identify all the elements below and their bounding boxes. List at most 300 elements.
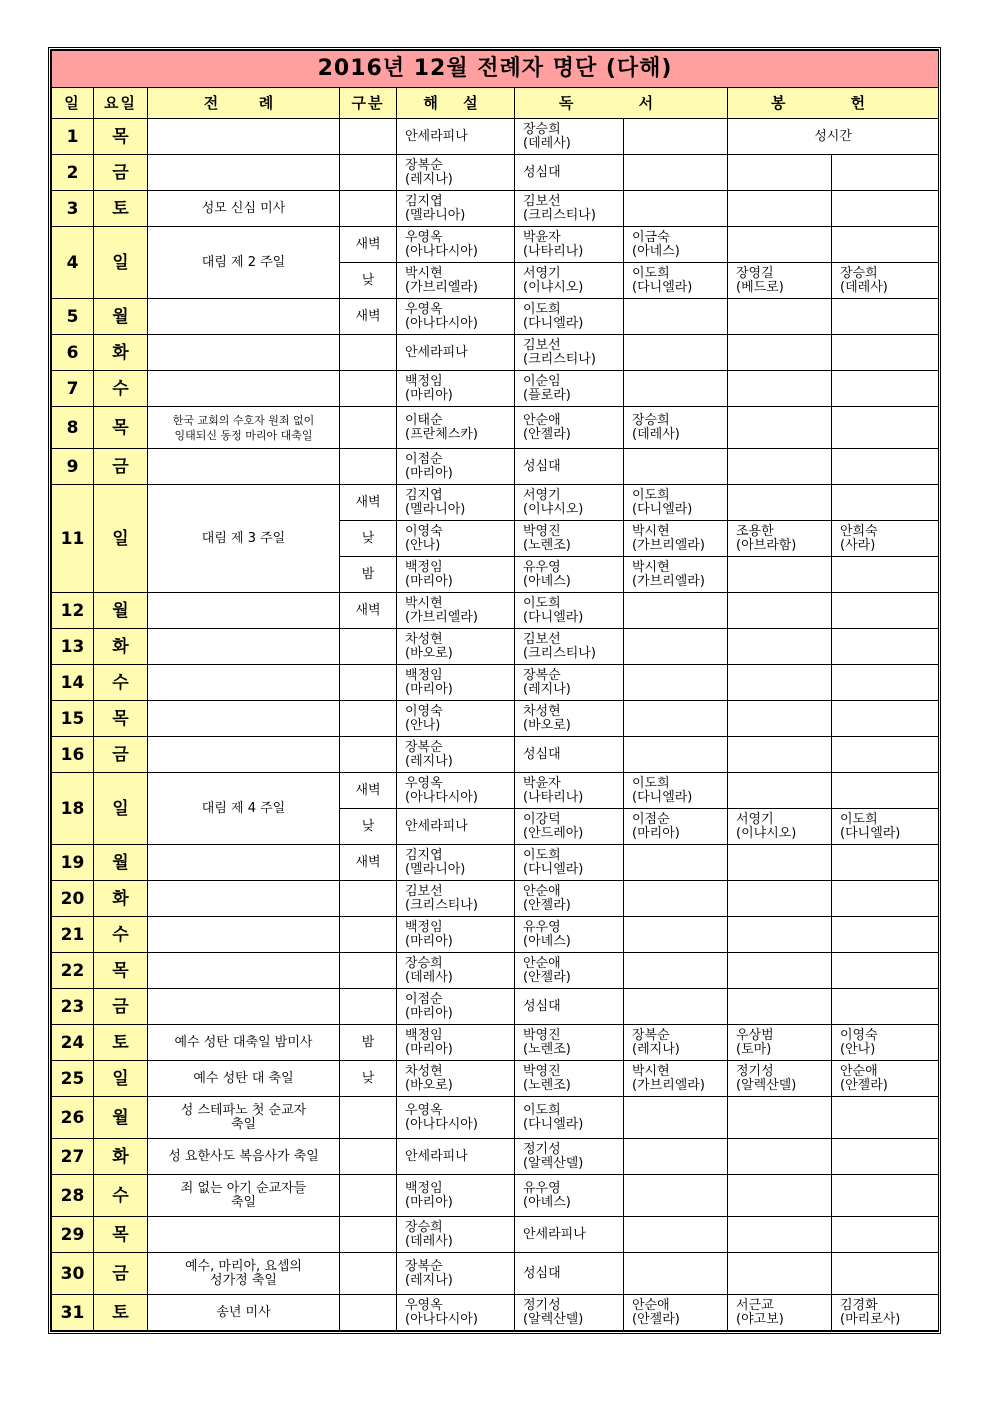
dow-cell: 금 xyxy=(94,1253,148,1295)
day-cell: 9 xyxy=(52,449,94,485)
offering-cell xyxy=(832,953,939,989)
commentary-cell: 김지엽 (멜라니아) xyxy=(397,191,515,227)
reading-cell: 안순애 (안젤라) xyxy=(515,407,624,449)
session-cell xyxy=(340,665,397,701)
offering-cell: 우상범 (토마) xyxy=(728,1025,832,1061)
commentary-cell: 김지엽 (멜라니아) xyxy=(397,485,515,521)
commentary-cell: 김보선 (크리스티나) xyxy=(397,881,515,917)
day-cell: 4 xyxy=(52,227,94,299)
table-row xyxy=(52,371,939,407)
liturgy-cell xyxy=(148,629,340,665)
reading-cell: 유우영 (아녜스) xyxy=(515,917,624,953)
dow-cell: 수 xyxy=(94,917,148,953)
commentary-cell: 이영숙 (안나) xyxy=(397,701,515,737)
liturgy-cell: 예수 성탄 대축일 밤미사 xyxy=(148,1025,340,1061)
offering-cell xyxy=(832,989,939,1025)
table-row xyxy=(52,665,939,701)
offering-cell xyxy=(728,593,832,629)
offering-cell xyxy=(832,665,939,701)
offering-cell xyxy=(832,449,939,485)
commentary-cell: 백정임 (마리아) xyxy=(397,1025,515,1061)
table-row xyxy=(52,1097,939,1139)
reading-cell: 정기성 (알렉산델) xyxy=(515,1139,624,1175)
liturgy-cell: 대림 제 4 주일 xyxy=(148,773,340,845)
offering-cell: 이영숙 (안나) xyxy=(832,1025,939,1061)
table-row xyxy=(52,1061,939,1097)
offering-cell xyxy=(832,557,939,593)
reading-cell: 성심대 xyxy=(515,449,624,485)
day-cell: 30 xyxy=(52,1253,94,1295)
offering-cell: 김경화 (마리로사) xyxy=(832,1295,939,1331)
commentary-cell: 박시현 (가브리엘라) xyxy=(397,263,515,299)
session-cell: 낮 xyxy=(340,809,397,845)
dow-cell: 금 xyxy=(94,989,148,1025)
reading-cell: 유우영 (아녜스) xyxy=(515,1175,624,1217)
dow-cell: 일 xyxy=(94,485,148,593)
dow-cell: 목 xyxy=(94,119,148,155)
day-cell: 27 xyxy=(52,1139,94,1175)
day-cell: 11 xyxy=(52,485,94,593)
reading-cell: 이금숙 (아네스) xyxy=(624,227,728,263)
offering-cell: 장영길 (베드로) xyxy=(728,263,832,299)
liturgy-cell xyxy=(148,701,340,737)
liturgy-cell xyxy=(148,155,340,191)
table-row xyxy=(52,485,939,521)
header-reading: 독 서 xyxy=(515,88,728,119)
session-cell: 새벽 xyxy=(340,299,397,335)
dow-cell: 일 xyxy=(94,1061,148,1097)
reading-cell: 안세라피나 xyxy=(515,1217,624,1253)
day-cell: 8 xyxy=(52,407,94,449)
reading-cell: 이점순 (마리아) xyxy=(624,809,728,845)
reading-cell xyxy=(624,665,728,701)
offering-cell xyxy=(728,665,832,701)
day-cell: 13 xyxy=(52,629,94,665)
day-cell: 1 xyxy=(52,119,94,155)
commentary-cell: 우영옥 (아나다시아) xyxy=(397,773,515,809)
liturgy-cell: 성 스테파노 첫 순교자 축일 xyxy=(148,1097,340,1139)
reading-cell xyxy=(624,1175,728,1217)
dow-cell: 월 xyxy=(94,1097,148,1139)
dow-cell: 월 xyxy=(94,845,148,881)
dow-cell: 토 xyxy=(94,1295,148,1331)
table-row xyxy=(52,299,939,335)
reading-cell: 박시현 (가브리엘라) xyxy=(624,521,728,557)
offering-cell xyxy=(728,917,832,953)
commentary-cell: 안세라피나 xyxy=(397,1139,515,1175)
offering-cell xyxy=(728,1097,832,1139)
liturgy-cell: 대림 제 3 주일 xyxy=(148,485,340,593)
offering-cell xyxy=(832,737,939,773)
offering-cell: 장승희 (데레사) xyxy=(832,263,939,299)
day-cell: 14 xyxy=(52,665,94,701)
table-row xyxy=(52,953,939,989)
reading-cell: 안순애 (안젤라) xyxy=(515,953,624,989)
commentary-cell: 장승희 (데레사) xyxy=(397,953,515,989)
reading-cell: 장승희 (데레사) xyxy=(624,407,728,449)
dow-cell: 토 xyxy=(94,1025,148,1061)
commentary-cell: 박시현 (가브리엘라) xyxy=(397,593,515,629)
commentary-cell: 백정임 (마리아) xyxy=(397,665,515,701)
reading-cell xyxy=(624,299,728,335)
offering-cell: 정기성 (알렉산델) xyxy=(728,1061,832,1097)
offering-cell xyxy=(832,845,939,881)
day-cell: 23 xyxy=(52,989,94,1025)
table-row xyxy=(52,1139,939,1175)
offering-cell xyxy=(728,449,832,485)
session-cell xyxy=(340,1097,397,1139)
offering-cell xyxy=(728,737,832,773)
offering-cell: 안순애 (안젤라) xyxy=(832,1061,939,1097)
reading-cell: 박영진 (노렌조) xyxy=(515,1025,624,1061)
liturgy-cell: 한국 교회의 수호자 원죄 없이 잉태되신 동정 마리아 대축일 xyxy=(148,407,340,449)
reading-cell xyxy=(624,335,728,371)
day-cell: 15 xyxy=(52,701,94,737)
commentary-cell: 이점순 (마리아) xyxy=(397,989,515,1025)
commentary-cell: 차성현 (바오로) xyxy=(397,629,515,665)
reading-cell: 박시현 (가브리엘라) xyxy=(624,557,728,593)
session-cell xyxy=(340,701,397,737)
offering-cell xyxy=(832,1253,939,1295)
liturgy-cell: 예수 성탄 대 축일 xyxy=(148,1061,340,1097)
offering-cell xyxy=(832,773,939,809)
commentary-cell: 이점순 (마리아) xyxy=(397,449,515,485)
reading-cell: 유우영 (아녜스) xyxy=(515,557,624,593)
dow-cell: 수 xyxy=(94,371,148,407)
liturgy-cell xyxy=(148,881,340,917)
offering-cell: 서영기 (이냐시오) xyxy=(728,809,832,845)
reading-cell xyxy=(624,191,728,227)
table-row xyxy=(52,1175,939,1217)
session-cell xyxy=(340,335,397,371)
offering-cell xyxy=(728,989,832,1025)
offering-cell: 조용한 (아브라함) xyxy=(728,521,832,557)
dow-cell: 목 xyxy=(94,407,148,449)
liturgy-cell: 죄 없는 아기 순교자들 축일 xyxy=(148,1175,340,1217)
offering-cell xyxy=(728,953,832,989)
reading-cell: 안순애 (안젤라) xyxy=(624,1295,728,1331)
session-cell xyxy=(340,917,397,953)
offering-cell xyxy=(728,1175,832,1217)
commentary-cell: 장승희 (데레사) xyxy=(397,1217,515,1253)
session-cell: 밤 xyxy=(340,557,397,593)
session-cell: 새벽 xyxy=(340,485,397,521)
session-cell xyxy=(340,191,397,227)
offering-cell xyxy=(832,371,939,407)
commentary-cell: 김지엽 (멜라니아) xyxy=(397,845,515,881)
reading-cell: 성심대 xyxy=(515,155,624,191)
header-liturgy: 전 례 xyxy=(148,88,340,119)
reading-cell xyxy=(624,881,728,917)
dow-cell: 수 xyxy=(94,1175,148,1217)
header-row xyxy=(52,88,939,119)
offering-cell xyxy=(728,299,832,335)
liturgy-cell xyxy=(148,665,340,701)
reading-cell: 이도희 (다니엘라) xyxy=(624,263,728,299)
session-cell: 낮 xyxy=(340,263,397,299)
offering-cell xyxy=(728,1217,832,1253)
header-commentary: 해 설 xyxy=(397,88,515,119)
offering-cell xyxy=(832,299,939,335)
table-row xyxy=(52,917,939,953)
offering-cell xyxy=(832,1175,939,1217)
offering-cell xyxy=(832,191,939,227)
offering-cell: 서근교 (야고보) xyxy=(728,1295,832,1331)
reading-cell: 이도희 (다니엘라) xyxy=(515,299,624,335)
reading-cell: 김보선 (크리스티나) xyxy=(515,191,624,227)
offering-cell xyxy=(728,407,832,449)
reading-cell: 이도희 (다니엘라) xyxy=(624,773,728,809)
offering-cell xyxy=(728,845,832,881)
table-row xyxy=(52,737,939,773)
day-cell: 3 xyxy=(52,191,94,227)
header-dow: 요일 xyxy=(94,88,148,119)
session-cell xyxy=(340,1217,397,1253)
table-row xyxy=(52,1253,939,1295)
day-cell: 19 xyxy=(52,845,94,881)
offering-cell xyxy=(728,1253,832,1295)
offering-cell xyxy=(832,1139,939,1175)
commentary-cell: 안세라피나 xyxy=(397,119,515,155)
session-cell: 낮 xyxy=(340,1061,397,1097)
offering-cell xyxy=(728,371,832,407)
reading-cell xyxy=(624,371,728,407)
reading-cell xyxy=(624,1253,728,1295)
reading-cell: 이도희 (다니엘라) xyxy=(515,593,624,629)
reading-cell: 서영기 (이냐시오) xyxy=(515,263,624,299)
session-cell xyxy=(340,1253,397,1295)
reading-cell: 성심대 xyxy=(515,1253,624,1295)
commentary-cell: 백정임 (마리아) xyxy=(397,1175,515,1217)
liturgy-cell xyxy=(148,917,340,953)
session-cell xyxy=(340,629,397,665)
session-cell xyxy=(340,1139,397,1175)
reading-cell xyxy=(624,845,728,881)
session-cell: 새벽 xyxy=(340,227,397,263)
day-cell: 20 xyxy=(52,881,94,917)
commentary-cell: 안세라피나 xyxy=(397,335,515,371)
dow-cell: 일 xyxy=(94,773,148,845)
commentary-cell: 장복순 (레지나) xyxy=(397,1253,515,1295)
offering-cell xyxy=(832,917,939,953)
dow-cell: 화 xyxy=(94,629,148,665)
reading-cell xyxy=(624,917,728,953)
reading-cell: 김보선 (크리스티나) xyxy=(515,335,624,371)
offering-cell xyxy=(832,407,939,449)
offering-cell xyxy=(832,155,939,191)
table-row xyxy=(52,701,939,737)
session-cell xyxy=(340,371,397,407)
table-row xyxy=(52,407,939,449)
offering-cell xyxy=(728,881,832,917)
day-cell: 5 xyxy=(52,299,94,335)
session-cell xyxy=(340,1175,397,1217)
session-cell xyxy=(340,407,397,449)
day-cell: 31 xyxy=(52,1295,94,1331)
commentary-cell: 우영옥 (아나다시아) xyxy=(397,299,515,335)
roster-table xyxy=(51,50,939,1331)
dow-cell: 수 xyxy=(94,665,148,701)
reading-cell: 장복순 (레지나) xyxy=(515,665,624,701)
session-cell: 낮 xyxy=(340,521,397,557)
liturgy-cell: 대림 제 2 주일 xyxy=(148,227,340,299)
offering-cell xyxy=(728,629,832,665)
offering-cell xyxy=(728,335,832,371)
header-offering: 봉 헌 xyxy=(728,88,939,119)
session-cell xyxy=(340,449,397,485)
commentary-cell: 장복순 (레지나) xyxy=(397,737,515,773)
session-cell: 밤 xyxy=(340,1025,397,1061)
offering-cell xyxy=(832,881,939,917)
dow-cell: 화 xyxy=(94,881,148,917)
reading-cell: 이도희 (다니엘라) xyxy=(515,845,624,881)
day-cell: 7 xyxy=(52,371,94,407)
day-cell: 16 xyxy=(52,737,94,773)
session-cell xyxy=(340,1295,397,1331)
session-cell xyxy=(340,881,397,917)
session-cell xyxy=(340,155,397,191)
table-row xyxy=(52,1025,939,1061)
offering-cell xyxy=(728,155,832,191)
liturgy-cell xyxy=(148,119,340,155)
liturgy-cell: 성 요한사도 복음사가 축일 xyxy=(148,1139,340,1175)
commentary-cell: 백정임 (마리아) xyxy=(397,371,515,407)
dow-cell: 금 xyxy=(94,449,148,485)
liturgy-cell: 예수, 마리아, 요셉의 성가정 축일 xyxy=(148,1253,340,1295)
table-row xyxy=(52,1295,939,1331)
offering-cell xyxy=(728,227,832,263)
table-row xyxy=(52,989,939,1025)
offering-cell xyxy=(728,773,832,809)
offering-cell xyxy=(832,227,939,263)
offering-cell xyxy=(832,335,939,371)
reading-cell: 장복순 (레지나) xyxy=(624,1025,728,1061)
reading-cell xyxy=(624,1217,728,1253)
dow-cell: 화 xyxy=(94,1139,148,1175)
day-cell: 6 xyxy=(52,335,94,371)
page-title: 2016년 12월 전례자 명단 (다해) xyxy=(52,51,939,88)
reading-cell xyxy=(624,119,728,155)
reading-cell: 안순애 (안젤라) xyxy=(515,881,624,917)
session-cell xyxy=(340,989,397,1025)
commentary-cell: 백정임 (마리아) xyxy=(397,557,515,593)
table-row xyxy=(52,119,939,155)
offering-cell xyxy=(728,485,832,521)
offering-cell xyxy=(728,1139,832,1175)
day-cell: 21 xyxy=(52,917,94,953)
table-row xyxy=(52,593,939,629)
commentary-cell: 이영숙 (안나) xyxy=(397,521,515,557)
commentary-cell: 이태순 (프란체스카) xyxy=(397,407,515,449)
reading-cell xyxy=(624,1139,728,1175)
day-cell: 12 xyxy=(52,593,94,629)
reading-cell: 이도희 (다니엘라) xyxy=(624,485,728,521)
reading-cell: 성심대 xyxy=(515,737,624,773)
commentary-cell: 백정임 (마리아) xyxy=(397,917,515,953)
reading-cell xyxy=(624,701,728,737)
dow-cell: 금 xyxy=(94,737,148,773)
liturgy-cell xyxy=(148,953,340,989)
session-cell: 새벽 xyxy=(340,593,397,629)
dow-cell: 월 xyxy=(94,299,148,335)
dow-cell: 일 xyxy=(94,227,148,299)
day-cell: 18 xyxy=(52,773,94,845)
offering-cell xyxy=(728,557,832,593)
dow-cell: 토 xyxy=(94,191,148,227)
dow-cell: 목 xyxy=(94,1217,148,1253)
dow-cell: 금 xyxy=(94,155,148,191)
reading-cell xyxy=(624,593,728,629)
reading-cell: 박시현 (가브리엘라) xyxy=(624,1061,728,1097)
liturgy-cell xyxy=(148,989,340,1025)
reading-cell xyxy=(624,989,728,1025)
session-cell xyxy=(340,119,397,155)
offering-cell: 성시간 xyxy=(728,119,939,155)
table-row xyxy=(52,881,939,917)
day-cell: 24 xyxy=(52,1025,94,1061)
offering-cell xyxy=(832,485,939,521)
dow-cell: 목 xyxy=(94,701,148,737)
roster-sheet xyxy=(48,47,941,1334)
day-cell: 22 xyxy=(52,953,94,989)
commentary-cell: 우영옥 (아나다시아) xyxy=(397,227,515,263)
offering-cell xyxy=(832,701,939,737)
day-cell: 2 xyxy=(52,155,94,191)
reading-cell: 박윤자 (나타리나) xyxy=(515,773,624,809)
reading-cell: 정기성 (알렉산델) xyxy=(515,1295,624,1331)
reading-cell: 박윤자 (나타리나) xyxy=(515,227,624,263)
offering-cell xyxy=(728,191,832,227)
reading-cell: 박영진 (노렌조) xyxy=(515,521,624,557)
session-cell xyxy=(340,737,397,773)
table-row xyxy=(52,155,939,191)
table-row xyxy=(52,191,939,227)
offering-cell: 안희숙 (사라) xyxy=(832,521,939,557)
reading-cell: 성심대 xyxy=(515,989,624,1025)
liturgy-cell: 성모 신심 미사 xyxy=(148,191,340,227)
table-row xyxy=(52,335,939,371)
commentary-cell: 우영옥 (아나다시아) xyxy=(397,1295,515,1331)
reading-cell xyxy=(624,953,728,989)
liturgy-cell xyxy=(148,335,340,371)
reading-cell: 박영진 (노렌조) xyxy=(515,1061,624,1097)
reading-cell: 차성현 (바오로) xyxy=(515,701,624,737)
table-row xyxy=(52,773,939,809)
day-cell: 29 xyxy=(52,1217,94,1253)
liturgy-cell xyxy=(148,737,340,773)
session-cell: 새벽 xyxy=(340,773,397,809)
reading-cell xyxy=(624,629,728,665)
liturgy-cell xyxy=(148,1217,340,1253)
table-row xyxy=(52,629,939,665)
table-row xyxy=(52,227,939,263)
reading-cell: 이도희 (다니엘라) xyxy=(515,1097,624,1139)
reading-cell xyxy=(624,449,728,485)
offering-cell: 이도희 (다니엘라) xyxy=(832,809,939,845)
session-cell: 새벽 xyxy=(340,845,397,881)
commentary-cell: 안세라피나 xyxy=(397,809,515,845)
liturgy-cell xyxy=(148,371,340,407)
offering-cell xyxy=(832,629,939,665)
liturgy-cell: 송년 미사 xyxy=(148,1295,340,1331)
table-row xyxy=(52,845,939,881)
liturgy-cell xyxy=(148,593,340,629)
reading-cell: 김보선 (크리스티나) xyxy=(515,629,624,665)
reading-cell xyxy=(624,1097,728,1139)
reading-cell xyxy=(624,155,728,191)
reading-cell: 서영기 (이냐시오) xyxy=(515,485,624,521)
day-cell: 26 xyxy=(52,1097,94,1139)
